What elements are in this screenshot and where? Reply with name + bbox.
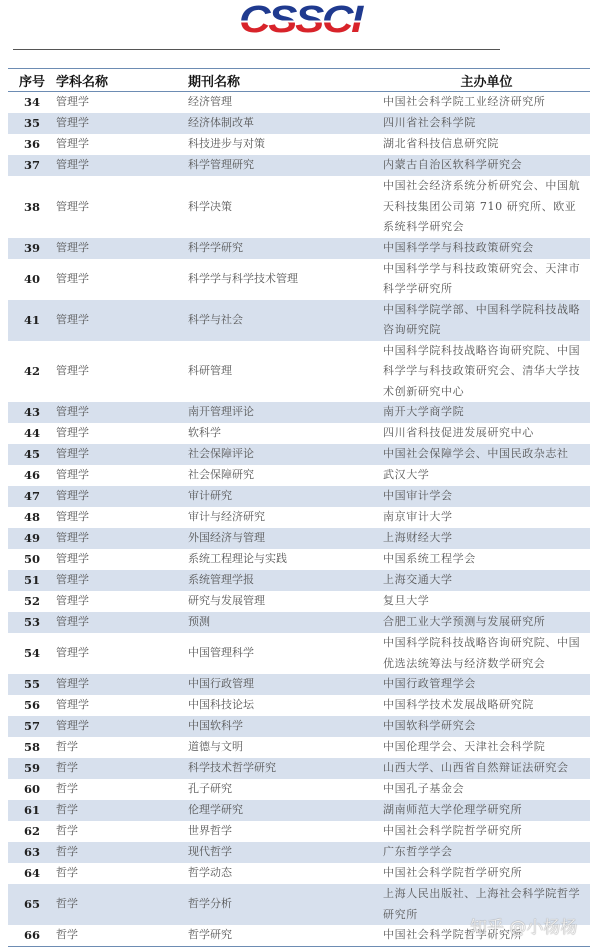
row-unit: 复旦大学 [383, 594, 430, 608]
row-subject: 管理学 [56, 716, 188, 737]
row-journal: 系统管理学报 [188, 570, 383, 591]
row-unit: 中国系统工程学会 [383, 552, 476, 566]
row-unit: 中国科学学与科技政策研究会、天津市科学学研究所 [383, 261, 581, 295]
row-number: 36 [23, 137, 40, 152]
row-journal: 道德与文明 [188, 740, 243, 754]
row-unit: 中国软科学研究会 [383, 716, 590, 737]
table-row [8, 465, 590, 486]
journal-table [8, 68, 590, 947]
row-number: 54 [23, 646, 40, 661]
row-journal: 孔子研究 [188, 782, 232, 796]
table-row [8, 674, 590, 695]
row-unit: 内蒙古自治区软科学研究会 [383, 155, 590, 176]
row-journal: 外国经济与管理 [188, 528, 383, 549]
row-number: 51 [8, 570, 56, 591]
row-subject: 管理学 [56, 528, 188, 549]
row-journal: 中国行政管理 [188, 674, 383, 695]
row-journal: 世界哲学 [188, 824, 232, 838]
table-row [8, 176, 590, 238]
table-row [8, 695, 590, 716]
watermark: 知乎 @小杨杨 [470, 918, 578, 938]
row-unit: 中国社会科学院哲学研究所 [383, 824, 523, 838]
row-journal: 中国科技论坛 [188, 698, 254, 712]
row-subject: 哲学 [56, 925, 188, 947]
row-journal: 社会保障评论 [188, 444, 383, 465]
table-row [8, 238, 590, 259]
row-journal: 中国软科学 [188, 716, 383, 737]
row-journal: 科学技术哲学研究 [188, 758, 383, 779]
table-row [8, 800, 590, 821]
row-unit: 上海财经大学 [383, 528, 590, 549]
row-subject: 管理学 [56, 570, 188, 591]
row-number: 48 [23, 510, 40, 525]
row-unit: 中国社会科学院哲学研究所 [383, 866, 523, 880]
row-number: 55 [8, 674, 56, 695]
table-row [8, 486, 590, 507]
row-subject: 哲学 [56, 866, 78, 880]
row-journal: 软科学 [188, 426, 221, 440]
row-journal: 伦理学研究 [188, 800, 383, 821]
cssci-logo: CSSCI [226, 3, 373, 37]
row-unit: 中国社会经济系统分析研究会、中国航天科技集团公司第 710 研究所、欧亚系统科学研究会 [383, 179, 581, 233]
row-subject: 管理学 [56, 402, 188, 423]
row-number: 41 [8, 300, 56, 341]
row-subject: 哲学 [56, 758, 188, 779]
header-subject: 学科名称 [56, 69, 188, 92]
row-journal: 经济体制改革 [188, 113, 383, 134]
table-row [8, 737, 590, 758]
row-unit: 上海交通大学 [383, 570, 590, 591]
row-number: 35 [8, 113, 56, 134]
header-unit: 主办单位 [383, 69, 590, 92]
row-journal: 审计研究 [188, 486, 383, 507]
row-unit: 上海人民出版社、上海社会科学院哲学研究所 [383, 884, 590, 925]
row-unit: 中国社会科学院工业经济研究所 [383, 95, 546, 109]
row-unit: 湖南师范大学伦理学研究所 [383, 800, 590, 821]
row-journal: 经济管理 [188, 95, 232, 109]
row-unit: 山西大学、山西省自然辩证法研究会 [383, 758, 590, 779]
row-unit: 湖北省科技信息研究院 [383, 137, 499, 151]
row-number: 49 [8, 528, 56, 549]
row-number: 39 [8, 238, 56, 259]
row-number: 62 [23, 824, 40, 839]
row-journal: 预测 [188, 612, 383, 633]
table-row [8, 716, 590, 737]
row-subject: 哲学 [56, 884, 188, 925]
row-journal: 哲学分析 [188, 884, 383, 925]
row-journal: 中国管理科学 [188, 646, 254, 660]
row-unit: 中国科学技术发展战略研究院 [383, 698, 534, 712]
row-unit: 南京审计大学 [383, 510, 453, 524]
row-subject: 管理学 [56, 612, 188, 633]
row-journal: 研究与发展管理 [188, 594, 265, 608]
table-row [8, 821, 590, 842]
row-journal: 现代哲学 [188, 842, 383, 863]
table-row [8, 259, 590, 300]
row-number: 53 [8, 612, 56, 633]
row-unit: 中国社会科学院哲学研究所 [383, 925, 590, 947]
table-row [8, 507, 590, 528]
row-subject: 管理学 [56, 364, 89, 377]
row-unit: 四川省科技促进发展研究中心 [383, 426, 534, 440]
row-unit: 南开大学商学院 [383, 402, 590, 423]
row-subject: 哲学 [56, 782, 78, 796]
row-number: 59 [8, 758, 56, 779]
row-number: 58 [23, 740, 40, 755]
row-unit: 中国科学院科技战略咨询研究院、中国科学学与科技政策研究会、清华大学技术创新研究中心 [383, 343, 581, 398]
row-subject: 管理学 [56, 444, 188, 465]
row-number: 46 [23, 468, 40, 483]
row-subject: 管理学 [56, 674, 188, 695]
table-row [8, 549, 590, 570]
row-journal: 南开管理评论 [188, 402, 383, 423]
table-row [8, 758, 590, 779]
row-number: 61 [8, 800, 56, 821]
row-unit: 广东哲学学会 [383, 842, 590, 863]
row-subject: 管理学 [56, 199, 89, 213]
row-number: 65 [8, 884, 56, 925]
row-unit: 中国伦理学会、天津社会科学院 [383, 740, 546, 754]
row-number: 42 [23, 364, 40, 378]
row-subject: 哲学 [56, 800, 188, 821]
row-journal: 哲学研究 [188, 925, 383, 947]
divider [13, 49, 500, 50]
row-journal: 科学决策 [188, 199, 232, 213]
row-unit: 合肥工业大学预测与发展研究所 [383, 612, 590, 633]
table-row [8, 300, 590, 341]
row-journal: 科研管理 [188, 364, 232, 377]
row-subject: 管理学 [56, 300, 188, 341]
table-row [8, 155, 590, 176]
row-journal: 科学管理研究 [188, 155, 383, 176]
row-journal: 系统工程理论与实践 [188, 552, 287, 566]
row-number: 64 [23, 866, 40, 881]
row-subject: 哲学 [56, 740, 78, 754]
table-row [8, 591, 590, 612]
header-no: 序号 [8, 69, 56, 92]
row-subject: 管理学 [56, 646, 89, 660]
row-journal: 审计与经济研究 [188, 510, 265, 524]
row-journal: 科学与社会 [188, 300, 383, 341]
row-subject: 管理学 [56, 155, 188, 176]
row-unit: 中国科学院学部、中国科学院科技战略咨询研究院 [383, 300, 590, 341]
row-number: 52 [23, 594, 40, 609]
row-subject: 管理学 [56, 426, 89, 440]
row-number: 60 [23, 782, 40, 797]
row-subject: 管理学 [56, 95, 89, 109]
header-journal: 期刊名称 [188, 69, 383, 92]
row-unit: 中国孔子基金会 [383, 782, 465, 796]
row-subject: 管理学 [56, 510, 89, 524]
row-number: 40 [23, 271, 40, 286]
table-row [8, 842, 590, 863]
row-subject: 管理学 [56, 594, 89, 608]
row-subject: 管理学 [56, 271, 89, 285]
row-number: 56 [23, 698, 40, 713]
row-number: 47 [8, 486, 56, 507]
row-journal: 科学学研究 [188, 238, 383, 259]
table-row [8, 633, 590, 674]
table-row [8, 863, 590, 884]
row-number: 37 [8, 155, 56, 176]
table-row [8, 779, 590, 800]
row-number: 66 [8, 925, 56, 947]
row-number: 57 [8, 716, 56, 737]
row-subject: 哲学 [56, 824, 78, 838]
row-journal: 哲学动态 [188, 866, 232, 880]
row-number: 45 [8, 444, 56, 465]
row-subject: 管理学 [56, 552, 89, 566]
row-number: 50 [23, 552, 40, 567]
table-row [8, 134, 590, 155]
table-row [8, 528, 590, 549]
row-unit: 中国科学院科技战略咨询研究院、中国优选法统筹法与经济数学研究会 [383, 636, 581, 670]
table-row [8, 612, 590, 633]
row-journal: 科技进步与对策 [188, 137, 265, 151]
row-number: 34 [23, 95, 40, 110]
table-row [8, 92, 590, 114]
row-unit: 中国科学学与科技政策研究会 [383, 238, 590, 259]
table-row [8, 444, 590, 465]
row-unit: 中国审计学会 [383, 486, 590, 507]
row-unit: 四川省社会科学院 [383, 113, 590, 134]
row-subject: 管理学 [56, 486, 188, 507]
row-number: 63 [8, 842, 56, 863]
table-header-row [8, 69, 590, 92]
table-row [8, 341, 590, 403]
row-journal: 社会保障研究 [188, 468, 254, 482]
table-row [8, 570, 590, 591]
row-number: 44 [23, 426, 40, 441]
row-unit: 中国行政管理学会 [383, 674, 590, 695]
table-row [8, 113, 590, 134]
table-row [8, 402, 590, 423]
row-journal: 科学学与科学技术管理 [188, 271, 298, 285]
row-subject: 哲学 [56, 842, 188, 863]
row-unit: 中国社会保障学会、中国民政杂志社 [383, 444, 590, 465]
table-row [8, 423, 590, 444]
row-number: 43 [8, 402, 56, 423]
row-number: 38 [23, 199, 40, 214]
row-subject: 管理学 [56, 137, 89, 151]
row-subject: 管理学 [56, 468, 89, 482]
row-subject: 管理学 [56, 238, 188, 259]
row-subject: 管理学 [56, 698, 89, 712]
row-subject: 管理学 [56, 113, 188, 134]
row-unit: 武汉大学 [383, 468, 430, 482]
